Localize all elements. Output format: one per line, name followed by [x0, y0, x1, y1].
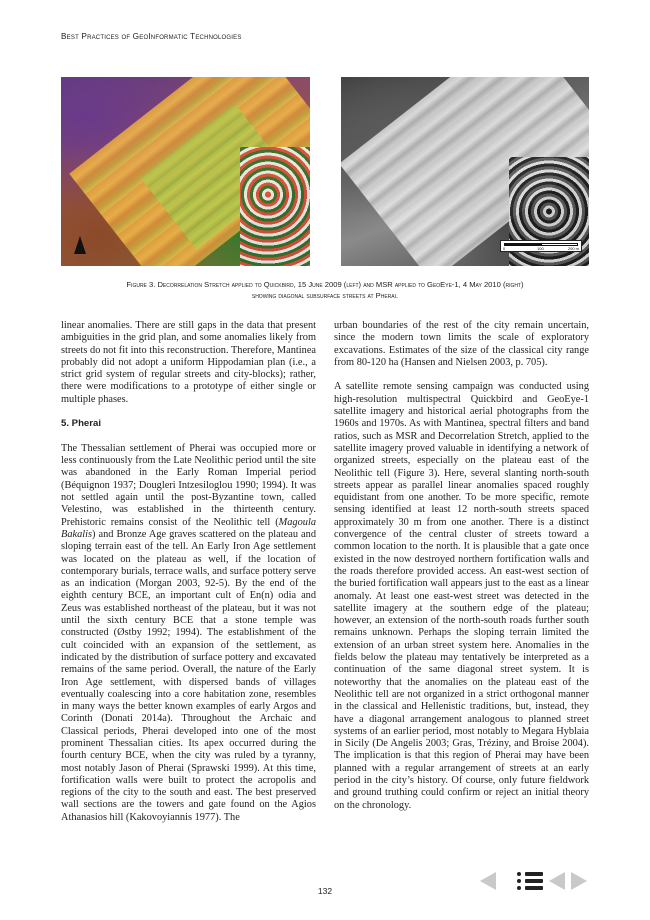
next-arrow-shape	[571, 872, 587, 890]
paragraph: urban boundaries of the rest of the city remain uncertain, since the modern town limits the scale of exploratory excavations. Estimates of the size of the classical city range from 80-120 ha (Hansen and Nielsen 2003, p. 705).	[334, 320, 589, 368]
scale-label: 200 m	[567, 246, 579, 251]
section-heading: 5. Pherai	[61, 418, 101, 430]
list-row	[517, 872, 547, 876]
left-column	[61, 320, 316, 824]
running-head: Best Practices of GeoInformatic Technologies	[61, 32, 242, 41]
town-overlay	[240, 147, 310, 266]
scale-bar	[500, 240, 582, 252]
italic-term: Magoula Bakalis	[61, 516, 316, 540]
next-page-icon[interactable]	[571, 872, 589, 890]
list-icon[interactable]	[517, 872, 547, 890]
paragraph-text: ) and Bronze Age graves scattered on the plateau and sloping terrain east of the tell. An Early Iron Age settlement was located on the plateau as well, if the location of contemporary burials, terrace walls, and surface pottery serve as an indication (Morgan 2003, 92-5). By the end of the eighth century BCE, an important cult of En(n) odia and Zeus was established northeast of the plateau, but it was not until the sixth century BCE that a stone temple was constructed (Østby 1992; 1994). The establishment of the cult coincided with an expansion of the settlement, as indicated by the distribution of surface pottery and excavated remains of the same period. Overall, the nature of the Early Iron Age settlement, with dispersed bands of villages eventually coalescing into a core habitation zone, resembles in many ways the better known examples of early Argos and Corinth (Donati 2014a). Throughout the Archaic and Classical periods, Pherai developed into one of the most prominent Thessalian cities. Its apex occurred during the fourth century BCE, when the city was ruled by a tyranny, most notably Jason of Pherai (Sprawski 1999). At this time, fortification walls were built to protect the acropolis and regions of the city to the south and east. The best preserved wall sections are the towers and gate found on the Agios Athanasios hill (Kakovoyiannis 1977). The	[61, 528, 316, 823]
list-row	[517, 886, 547, 890]
scale-label: 0	[503, 246, 506, 251]
paragraph: A satellite remote sensing campaign was conducted using high-resolution multispectral Quickbird and GeoEye-1 satellite imagery and historical aerial photographs from the 1960s and 1970s. As with Mantinea, spectral filters and band ratios, such as MSR and Decorrelation Stretch, applied to the satellite imagery proved valuable in identifying a network of organized streets, especially on the plateau east of the Neolithic tell (Figure 3). Here, several slanting north-south streets appear as parallel linear anomalies spaced roughly equidistant from one another. To be more specific, remote sensing identified at least 12 north-south streets spaced approximately 30 m from one another. There is a distinct convergence of the central cluster of streets toward a common location to the north. It is plausible that a gate once existed in the now destroyed northern fortification walls and the roads therefore provided access. An east-west section of the buried fortification wall appears just to the east as a linear anomaly. At least one east-west street was detected in the satellite imagery at the southern edge of the plateau; however, an extension of the north-south roads further south remains unknown. Perhaps the sloping terrain limited the extension of an urban street system here. Anomalies in the fields below the plateau may tentatively be interpreted as a continuation of the same diagonal street system. It is noteworthy that the anomalies on the plateau east of the Neolithic tell are not organized in a strict orthogonal manner in the classical and Hellenistic traditions, but, instead, they have a diagonal arrangement analogous to planned street systems of an earlier period, most notably to Megara Hyblaia in Sicily (De Angelis 2003; Gras, Tréziny, and Broise 2004). The implication is that this region of Pherai may have been planned with a regular arrangement of streets at an early period in the city’s history. Of course, only future fieldwork and ground truthing could confirm or reject an initial theory on the chronology.	[334, 381, 589, 811]
paragraph-text: The Thessalian settlement of Pherai was occupied more or less continuously from the Late Neolithic period until the site was abandoned in the Early Roman Imperial period (Béquignon 1937; Dougleri Intzesiloglou 1990; 1994). It was not settled again until the post-Byzantine town, called Velestino, was established in the thirteenth century. Prehistoric remains consist of the Neolithic tell (	[61, 442, 316, 528]
page-number: 132	[317, 886, 333, 896]
quickbird-image	[61, 77, 310, 266]
figure-caption	[61, 279, 589, 301]
previous-page-icon[interactable]	[549, 872, 567, 890]
back-arrow-shape	[480, 872, 496, 890]
caption-line: Figure 3. Decorrelation Stretch applied to Quickbird, 15 June 2009 (left) and MSR applied to GeoEye-1, 4 May 2010 (right)	[126, 280, 524, 289]
caption-line: showing diagonal subsurface streets at Pherai.	[251, 291, 399, 300]
scale-label: 100	[537, 246, 544, 251]
back-arrow-icon[interactable]	[480, 872, 498, 890]
paragraph	[61, 443, 316, 824]
right-column	[334, 320, 589, 812]
list-row	[517, 879, 547, 883]
previous-arrow-shape	[549, 872, 565, 890]
north-arrow-icon	[74, 236, 86, 254]
paragraph: linear anomalies. There are still gaps in the data that present ambiguities in the grid plan, and some anomalies likely from streets do not fit into this reconstruction. Therefore, Mantinea probably did not adopt a uniform Hippodamian plan (i.e., a strict grid system of regular streets and city-blocks); rather, there were modifications to a prototype of either single or multiple phases.	[61, 320, 316, 405]
geoeye-image	[341, 77, 589, 266]
